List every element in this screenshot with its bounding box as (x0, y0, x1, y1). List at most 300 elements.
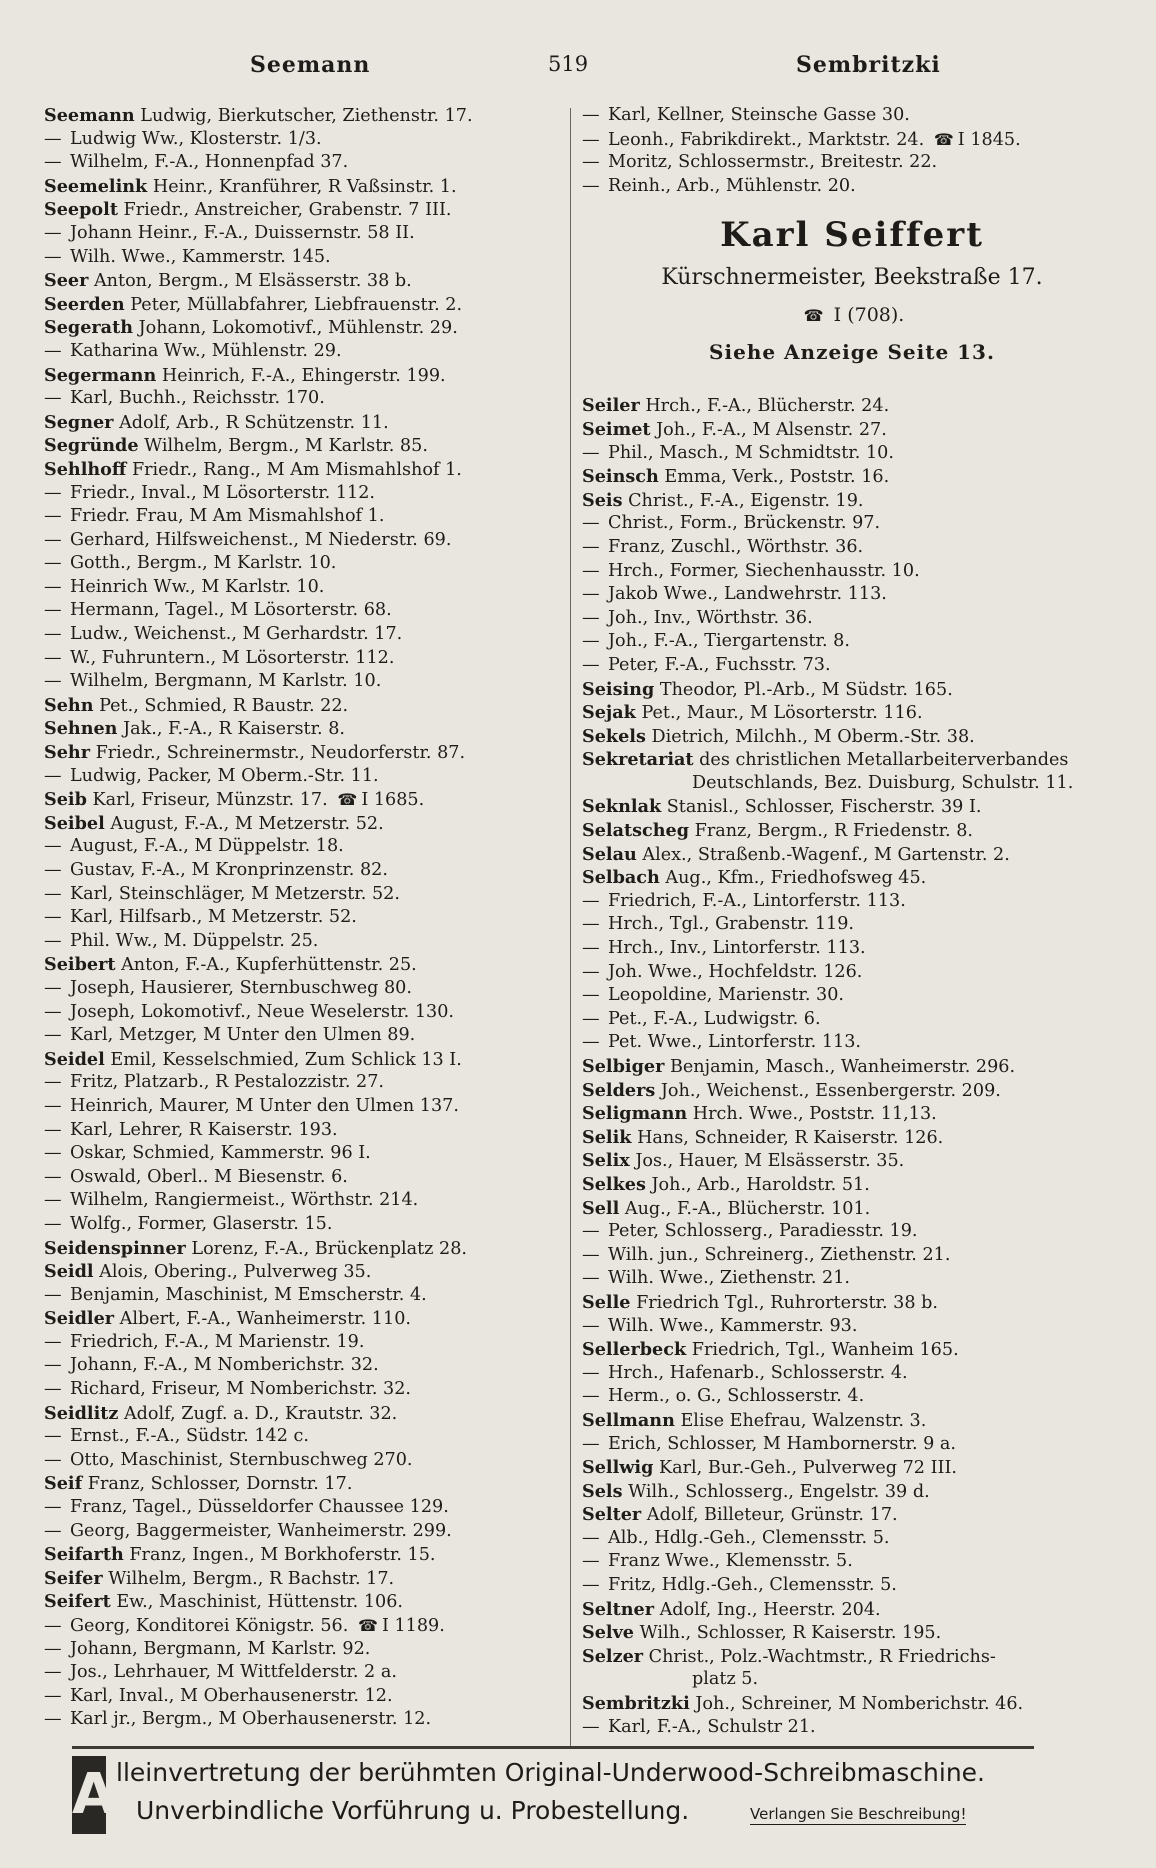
entry-details: Peter, Schlosserg., Paradiesstr. 19. (608, 1221, 918, 1242)
entry-surname: Sejak (582, 702, 636, 724)
entry-surname: Seepolt (44, 199, 118, 221)
directory-entry (582, 442, 1122, 466)
footer-note: Verlangen Sie Beschreibung! (750, 1805, 967, 1823)
directory-entry (44, 1142, 568, 1166)
directory-entry (44, 1708, 568, 1732)
entry-details: Friedr., Schreinermstr., Neudorferstr. 87. (95, 743, 466, 764)
directory-entry (582, 725, 1122, 749)
directory-entry (582, 1079, 1122, 1103)
entry-dash: — (582, 1386, 600, 1407)
directory-entry (44, 198, 568, 222)
directory-entry (44, 1472, 568, 1496)
advertisement-name: Karl Seiffert (720, 215, 984, 256)
directory-entry (44, 1260, 568, 1284)
directory-entry (582, 1055, 1122, 1079)
directory-entry (44, 1001, 568, 1025)
entry-details: Wilhelm, Rangiermeist., Wörthstr. 214. (70, 1190, 419, 1211)
entry-surname: Selik (582, 1126, 632, 1148)
entry-details: Johann, Lokomotivf., Mühlenstr. 29. (138, 318, 458, 339)
entry-surname: Seising (582, 678, 655, 700)
entry-details: Reinh., Arb., Mühlenstr. 20. (608, 175, 856, 196)
entry-details: Karl, Lehrer, R Kaiserstr. 193. (70, 1119, 338, 1140)
directory-entry (44, 883, 568, 907)
entry-details: platz 5. (692, 1669, 759, 1690)
directory-entry (44, 1307, 568, 1331)
directory-entry (582, 151, 1122, 175)
entry-details: Hrch., Hafenarb., Schlosserstr. 4. (608, 1362, 908, 1383)
entry-details: Joh., Arb., Haroldstr. 51. (651, 1174, 870, 1195)
entry-dash: — (44, 647, 62, 668)
right-column-entries (582, 394, 1122, 1739)
entry-details: Wilhelm, F.-A., Honnenpfad 37. (70, 152, 349, 173)
directory-entry (44, 859, 568, 883)
entry-details: Johann Heinr., F.-A., Duissernstr. 58 II. (70, 222, 415, 243)
entry-dash: — (44, 836, 62, 857)
entry-details: Pet., Schmied, R Baustr. 22. (99, 695, 349, 716)
directory-entry (44, 434, 568, 458)
entry-details: Johann, Bergmann, M Karlstr. 92. (70, 1638, 371, 1659)
entry-surname: Selkes (582, 1173, 646, 1195)
directory-entry (582, 607, 1122, 631)
entry-surname: Seifarth (44, 1544, 124, 1566)
right-column (582, 104, 1122, 1739)
entry-dash: — (44, 482, 62, 503)
entry-dash: — (582, 985, 600, 1006)
entry-details: Adolf, Zugf. a. D., Krautstr. 32. (123, 1403, 398, 1424)
entry-details: Adolf, Ing., Heerstr. 204. (659, 1599, 881, 1620)
entry-details: Wilh. jun., Schreinerg., Ziethenstr. 21. (608, 1244, 951, 1265)
directory-entry (582, 465, 1122, 489)
directory-entry (582, 1598, 1122, 1622)
directory-entry (44, 269, 568, 293)
directory-entry (582, 1409, 1122, 1433)
entry-details: Heinr., Kranführer, R Vaßsinstr. 1. (152, 176, 457, 197)
left-column (44, 104, 568, 1732)
entry-surname: Seemann (44, 105, 135, 126)
directory-entry (44, 1048, 568, 1072)
entry-dash: — (44, 1143, 62, 1164)
directory-entry (44, 1354, 568, 1378)
directory-entry (44, 1119, 568, 1143)
column-divider (570, 108, 571, 1748)
directory-entry (44, 128, 568, 152)
directory-entry (582, 1716, 1122, 1740)
entry-details: Fritz, Hdlg.-Geh., Clemensstr. 5. (608, 1575, 897, 1596)
directory-entry (582, 701, 1122, 725)
entry-dash: — (44, 246, 62, 267)
entry-dash: — (582, 1433, 600, 1454)
telephone-icon: ☎ (803, 306, 824, 326)
directory-entry (44, 1071, 568, 1095)
entry-details: Emil, Kesselschmied, Zum Schlick 13 I. (110, 1049, 462, 1070)
directory-entry (44, 1520, 568, 1544)
entry-dash: — (44, 1119, 62, 1140)
directory-entry (582, 1433, 1122, 1457)
entry-dash: — (44, 977, 62, 998)
directory-entry (44, 482, 568, 506)
directory-entry (582, 654, 1122, 678)
entry-details: Karl, Inval., M Oberhausenerstr. 12. (70, 1685, 393, 1706)
entry-surname: Sels (582, 1480, 623, 1502)
left-column-entries (44, 104, 568, 1732)
entry-surname: Seemelink (44, 175, 148, 197)
entry-details: Hrch., Tgl., Grabenstr. 119. (608, 914, 855, 935)
entry-surname: Sellmann (582, 1409, 675, 1431)
entry-details: Erich, Schlosser, M Hambornerstr. 9 a. (608, 1433, 957, 1454)
directory-entry (44, 765, 568, 789)
directory-entry (44, 1189, 568, 1213)
entry-surname: Seiler (582, 395, 640, 417)
entry-details: Jakob Wwe., Landwehrstr. 113. (608, 584, 887, 605)
entry-surname: Segermann (44, 364, 157, 386)
entry-surname: Seidlitz (44, 1402, 119, 1424)
entry-dash: — (44, 1497, 62, 1518)
directory-entry (582, 1315, 1122, 1339)
page-number: 519 (548, 52, 589, 76)
entry-dash: — (44, 1662, 62, 1683)
entry-details: Friedrich, F.-A., M Marienstr. 19. (70, 1331, 365, 1352)
entry-details: Wilh. Wwe., Kammerstr. 93. (608, 1315, 858, 1336)
entry-details: Ernst., F.-A., Südstr. 142 c. (70, 1426, 309, 1447)
entry-details: Wilh., Schlosserg., Engelstr. 39 d. (628, 1481, 930, 1502)
entry-surname: Seifert (44, 1591, 111, 1613)
entry-surname: Seimet (582, 418, 651, 440)
entry-dash: — (44, 624, 62, 645)
entry-details: Phil. Ww., M. Düppelstr. 25. (70, 930, 319, 951)
entry-dash: — (44, 388, 62, 409)
entry-dash: — (44, 222, 62, 243)
directory-entry (582, 1031, 1122, 1055)
telephone-icon: ☎ (357, 1616, 378, 1635)
entry-dash: — (582, 1268, 600, 1289)
directory-entry (582, 1621, 1122, 1645)
entry-surname: Segründe (44, 435, 139, 457)
directory-entry (44, 246, 568, 270)
directory-entry (582, 1267, 1122, 1291)
entry-dash: — (582, 938, 600, 959)
entry-surname: Selatscheg (582, 820, 690, 842)
entry-dash: — (44, 576, 62, 597)
entry-details: Karl, Bur.-Geh., Pulverweg 72 III. (659, 1458, 958, 1479)
entry-details: Gotth., Bergm., M Karlstr. 10. (70, 553, 337, 574)
directory-entry (582, 1645, 1122, 1669)
directory-entry (582, 961, 1122, 985)
entry-details: Friedrich, Tgl., Wanheim 165. (691, 1340, 959, 1361)
directory-entry (44, 387, 568, 411)
entry-details: Karl, Buchh., Reichsstr. 170. (70, 388, 325, 409)
directory-entry (44, 340, 568, 364)
entry-dash: — (44, 600, 62, 621)
entry-details: Ludwig Ww., Klosterstr. 1/3. (70, 128, 322, 149)
footer-rule (72, 1746, 1034, 1749)
directory-entry (582, 1220, 1122, 1244)
directory-entry (44, 1213, 568, 1237)
entry-surname: Seidenspinner (44, 1237, 186, 1259)
entry-details: Oskar, Schmied, Kammerstr. 96 I. (70, 1143, 371, 1164)
entry-details: Oswald, Oberl.. M Biesenstr. 6. (70, 1166, 348, 1187)
entry-details: Friedrich Tgl., Ruhrorterstr. 38 b. (636, 1292, 939, 1313)
directory-entry (582, 1102, 1122, 1126)
entry-details: Jos., Lehrhauer, M Wittfelderstr. 2 a. (70, 1662, 397, 1683)
entry-details: Karl, Kellner, Steinsche Gasse 30. (608, 105, 910, 125)
entry-details: Herm., o. G., Schlosserstr. 4. (608, 1386, 865, 1407)
entry-surname: Seligmann (582, 1103, 688, 1125)
entry-details: August, F.-A., M Düppelstr. 18. (70, 836, 344, 857)
entry-details: Ludwig, Bierkutscher, Ziethenstr. 17. (140, 106, 473, 126)
entry-dash: — (44, 1638, 62, 1659)
entry-dash: — (44, 529, 62, 550)
directory-entry (44, 788, 568, 812)
entry-dash: — (44, 930, 62, 951)
advertisement-phone-number: I (708). (833, 304, 905, 327)
entry-surname: Segner (44, 411, 114, 433)
entry-details: Heinrich, F.-A., Ehingerstr. 199. (161, 365, 446, 386)
entry-details: Gustav, F.-A., M Kronprinzenstr. 82. (70, 860, 388, 880)
entry-details: Christ., Form., Brückenstr. 97. (608, 513, 881, 534)
directory-entry (582, 1008, 1122, 1032)
entry-dash: — (582, 961, 600, 982)
entry-details: Friedr. Frau, M Am Mismahlshof 1. (70, 506, 385, 527)
entry-surname: Seer (44, 270, 89, 292)
entry-surname: Selter (582, 1504, 642, 1526)
directory-entry (582, 512, 1122, 536)
entry-surname: Selix (582, 1150, 630, 1172)
directory-entry (44, 1449, 568, 1473)
entry-dash: — (582, 105, 600, 125)
entry-details: Albert, F.-A., Wanheimerstr. 110. (119, 1309, 411, 1330)
entry-dash: — (582, 536, 600, 557)
directory-entry (582, 1480, 1122, 1504)
directory-entry (44, 1661, 568, 1685)
entry-details: Adolf, Arb., R Schützenstr. 11. (119, 412, 389, 433)
entry-surname: Seifer (44, 1567, 103, 1589)
entry-surname: Seis (582, 489, 623, 511)
directory-entry (582, 560, 1122, 584)
entry-dash: — (582, 1244, 600, 1265)
entry-dash: — (44, 152, 62, 173)
entry-surname: Sehnen (44, 718, 118, 740)
entry-details: Heinrich Ww., M Karlstr. 10. (70, 576, 325, 597)
directory-entry (44, 953, 568, 977)
entry-dash: — (582, 1551, 600, 1572)
entry-details: Ludwig, Packer, M Oberm.-Str. 11. (70, 765, 379, 786)
entry-details: Leopoldine, Marienstr. 30. (608, 985, 845, 1006)
entry-details: Christ., F.-A., Eigenstr. 19. (628, 490, 864, 511)
entry-dash: — (44, 1685, 62, 1706)
entry-dash: — (582, 1221, 600, 1242)
entry-dash: — (44, 1001, 62, 1022)
entry-surname: Seltner (582, 1598, 654, 1620)
directory-entry (582, 630, 1122, 654)
directory-entry (582, 1197, 1122, 1221)
entry-surname: Sellwig (582, 1457, 654, 1479)
entry-dash: — (582, 631, 600, 652)
entry-dash: — (582, 584, 600, 605)
directory-entry (44, 812, 568, 836)
directory-entry (582, 1149, 1122, 1173)
running-header (0, 52, 1156, 88)
entry-details: Karl jr., Bergm., M Oberhausenerstr. 12. (70, 1709, 432, 1730)
entry-details: Hans, Schneider, R Kaiserstr. 126. (637, 1127, 944, 1148)
directory-entry (44, 1567, 568, 1591)
entry-surname: Sehn (44, 694, 94, 716)
directory-entry (582, 1338, 1122, 1362)
entry-details: Benjamin, Masch., Wanheimerstr. 296. (669, 1057, 1016, 1077)
directory-entry (44, 1166, 568, 1190)
entry-surname: Selbach (582, 867, 660, 889)
entry-surname: Seinsch (582, 466, 659, 488)
entry-phone-number: I 1685. (361, 790, 425, 811)
entry-surname: Seif (44, 1473, 83, 1495)
entry-dash: — (44, 1616, 62, 1636)
entry-surname: Seerden (44, 293, 125, 315)
entry-surname: Sekels (582, 725, 646, 747)
directory-entry (44, 1331, 568, 1355)
entry-continuation (582, 1668, 1122, 1692)
entry-details: Ew., Maschinist, Hüttenstr. 106. (116, 1592, 404, 1613)
header-right-keyword: Sembritzki (796, 52, 941, 78)
directory-entry (44, 411, 568, 435)
entry-surname: Selve (582, 1622, 634, 1644)
entry-details: Emma, Verk., Poststr. 16. (664, 467, 890, 488)
entry-details: Friedr., Anstreicher, Grabenstr. 7 III. (123, 200, 452, 221)
directory-entry (582, 1692, 1122, 1716)
directory-entry (582, 937, 1122, 961)
entry-details: Friedrich, F.-A., Lintorferstr. 113. (608, 890, 906, 911)
entry-dash: — (44, 1072, 62, 1093)
directory-entry (44, 977, 568, 1001)
telephone-icon: ☎ (933, 129, 954, 149)
advertisement-reference: Siehe Anzeige Seite 13. (709, 340, 995, 365)
entry-dash: — (582, 1716, 600, 1737)
directory-entry (44, 576, 568, 600)
entry-details: Franz, Tagel., Düsseldorfer Chaussee 129. (70, 1497, 449, 1518)
entry-details: Hrch. Wwe., Poststr. 11,13. (692, 1104, 937, 1125)
entry-details: Franz, Bergm., R Friedenstr. 8. (694, 821, 974, 842)
entry-details: Hermann, Tagel., M Lösorterstr. 68. (70, 600, 392, 621)
entry-dash: — (44, 1449, 62, 1470)
entry-details: Hrch., F.-A., Blücherstr. 24. (645, 396, 890, 417)
directory-entry (582, 843, 1122, 867)
directory-entry (44, 222, 568, 246)
entry-surname: Seknlak (582, 796, 662, 818)
entry-dash: — (582, 129, 600, 150)
directory-entry (582, 104, 1122, 128)
directory-entry (44, 151, 568, 175)
entry-dash: — (44, 1379, 62, 1400)
directory-entry (44, 316, 568, 340)
entry-surname: Sell (582, 1197, 620, 1219)
entry-details: Benjamin, Maschinist, M Emscherstr. 4. (70, 1284, 427, 1305)
directory-entry (44, 1496, 568, 1520)
entry-details: Joh., Weichenst., Essenbergerstr. 209. (660, 1080, 1001, 1101)
entry-dash: — (44, 1190, 62, 1211)
directory-entry (44, 1685, 568, 1709)
directory-entry (44, 293, 568, 317)
directory-entry (44, 1237, 568, 1261)
directory-entry (582, 913, 1122, 937)
directory-entry (582, 866, 1122, 890)
entry-details: Georg, Baggermeister, Wanheimerstr. 299. (70, 1520, 452, 1541)
entry-details: Friedr., Inval., M Lösorterstr. 112. (70, 482, 376, 503)
entry-surname: Selders (582, 1079, 656, 1101)
directory-entry (582, 583, 1122, 607)
entry-details: Joh., F.-A., M Alsenstr. 27. (656, 419, 887, 440)
directory-entry (44, 552, 568, 576)
entry-details: Alois, Obering., Pulverweg 35. (99, 1262, 372, 1283)
directory-entry (44, 458, 568, 482)
directory-entry (44, 175, 568, 199)
entry-details: Fritz, Platzarb., R Pestalozzistr. 27. (70, 1072, 385, 1093)
entry-details: Hrch., Former, Siechenhausstr. 10. (608, 560, 920, 581)
entry-surname: Sellerbeck (582, 1339, 687, 1361)
entry-details: Franz Wwe., Klemensstr. 5. (608, 1551, 853, 1572)
entry-details: Karl, Friseur, Münzstr. 17. (92, 790, 328, 811)
directory-entry (582, 1550, 1122, 1574)
header-left-keyword: Seemann (250, 52, 371, 78)
entry-details: Theodor, Pl.-Arb., M Südstr. 165. (659, 679, 953, 700)
entry-details: Joh., Inv., Wörthstr. 36. (608, 607, 813, 628)
directory-entry (44, 1378, 568, 1402)
entry-dash: — (44, 907, 62, 928)
entry-details: Franz, Zuschl., Wörthstr. 36. (608, 536, 864, 557)
footer-line-2: Unverbindliche Vorführung u. Probestellung. (136, 1796, 690, 1825)
entry-dash: — (582, 513, 600, 534)
directory-entry (582, 748, 1122, 772)
entry-details: Friedr., Rang., M Am Mismahlshof 1. (131, 459, 462, 480)
entry-details: Dietrich, Milchh., M Oberm.-Str. 38. (651, 726, 975, 747)
directory-entry (44, 1590, 568, 1614)
footer-advertisement (72, 1756, 1072, 1840)
directory-entry (582, 890, 1122, 914)
entry-details: Wilh. Wwe., Ziethenstr. 21. (608, 1268, 851, 1289)
entry-dash: — (44, 553, 62, 574)
entry-surname: Seibel (44, 812, 105, 834)
entry-dash: — (582, 1362, 600, 1383)
entry-details: des christlichen Metallarbeiterverbandes (699, 750, 1069, 771)
entry-details: Franz, Ingen., M Borkhoferstr. 15. (129, 1545, 436, 1566)
directory-entry (44, 599, 568, 623)
entry-details: Joseph, Hausierer, Sternbuschweg 80. (70, 977, 412, 998)
entry-dash: — (44, 1166, 62, 1187)
entry-dash: — (44, 1284, 62, 1305)
directory-entry (582, 394, 1122, 418)
entry-dash: — (582, 175, 600, 196)
advertisement-trade: Kürschnermeister, Beekstraße 17. (661, 265, 1043, 291)
entry-details: Wilh., Schlosser, R Kaiserstr. 195. (639, 1623, 942, 1644)
directory-entry (44, 670, 568, 694)
entry-dash: — (44, 1025, 62, 1046)
entry-surname: Selle (582, 1291, 631, 1313)
entry-dash: — (44, 506, 62, 527)
telephone-icon: ☎ (337, 790, 358, 810)
directory-entry (44, 1543, 568, 1567)
entry-details: Lorenz, F.-A., Brückenplatz 28. (191, 1238, 467, 1259)
entry-details: Phil., Masch., M Schmidtstr. 10. (608, 442, 894, 463)
entry-details: Wilhelm, Bergm., M Karlstr. 85. (144, 436, 428, 457)
directory-entry (582, 1503, 1122, 1527)
entry-dash: — (44, 860, 62, 880)
entry-details: Joseph, Lokomotivf., Neue Weselerstr. 130. (70, 1001, 454, 1022)
directory-entry (582, 984, 1122, 1008)
entry-surname: Seidler (44, 1308, 115, 1330)
directory-entry (44, 505, 568, 529)
directory-entry (44, 1284, 568, 1308)
entry-dash: — (582, 1527, 600, 1548)
entry-surname: Sembritzki (582, 1693, 690, 1715)
entry-dash: — (44, 765, 62, 786)
entry-dash: — (44, 883, 62, 904)
